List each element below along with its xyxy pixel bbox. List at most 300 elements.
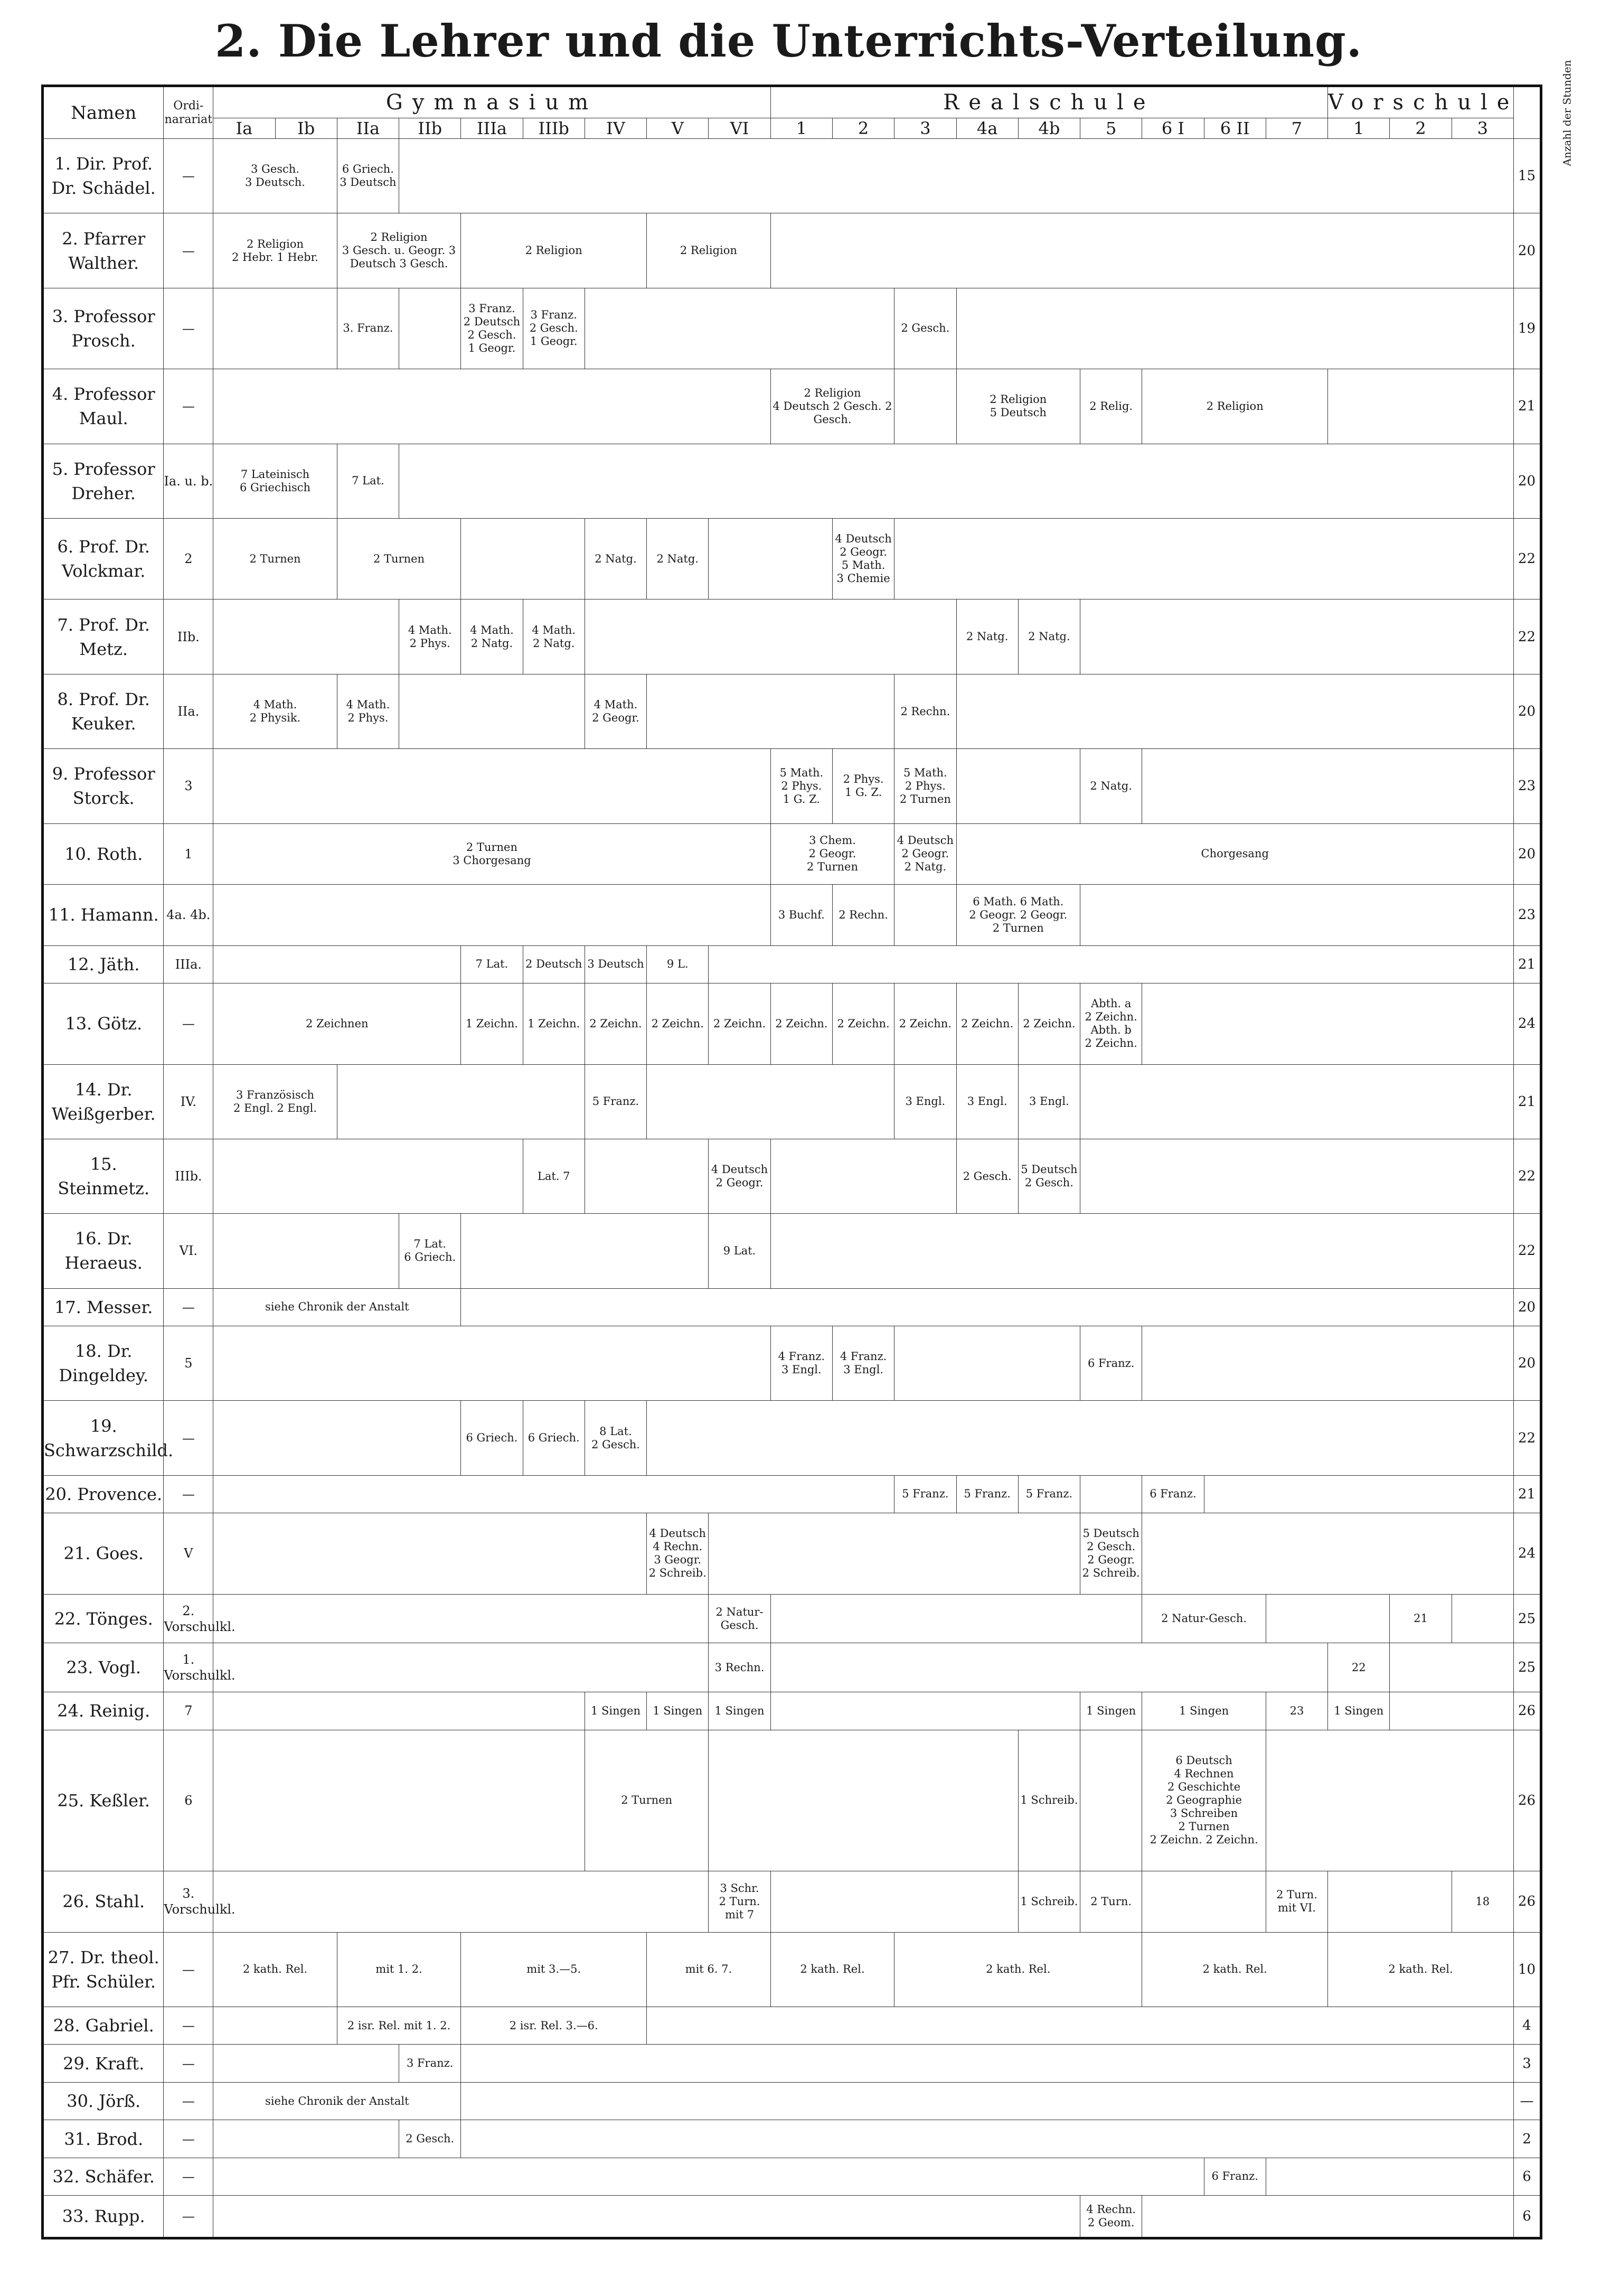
lesson-cell: 5 Deutsch 2 Gesch. 2 Geogr. 2 Schreib. [1080, 1513, 1142, 1595]
teacher-ordinariat: — [164, 983, 213, 1065]
teacher-name: 22. Tönges. [43, 1594, 164, 1643]
lesson-cell [1080, 1730, 1142, 1871]
teacher-ordinariat: 6 [164, 1730, 213, 1871]
teacher-name: 6. Prof. Dr. Volckmar. [43, 518, 164, 599]
lesson-cell: 6 Franz. [1080, 1326, 1142, 1401]
teacher-hours-sum: 4 [1513, 2007, 1541, 2045]
teacher-name: 11. Hamann. [43, 885, 164, 946]
lesson-cell [213, 1326, 770, 1401]
teacher-name: 25. Keßler. [43, 1730, 164, 1871]
lesson-cell: 2 Zeichn. [956, 983, 1018, 1065]
lesson-cell [770, 1594, 1142, 1643]
lesson-cell: 3 Franz. [399, 2045, 461, 2082]
lesson-cell [1204, 1475, 1513, 1513]
lesson-cell [213, 885, 770, 946]
teacher-name: 9. Professor Storck. [43, 749, 164, 823]
header-class-1: Ia [213, 118, 275, 139]
lesson-cell: 1 Zeichn. [461, 983, 523, 1065]
teacher-name: 18. Dr. Dingeldey. [43, 1326, 164, 1401]
header-class-11: 2 [832, 118, 894, 139]
lesson-cell [461, 518, 585, 599]
teacher-ordinariat: V [164, 1513, 213, 1595]
header-class-8: V [647, 118, 709, 139]
lesson-cell [647, 1064, 894, 1139]
lesson-cell [585, 599, 956, 674]
lesson-cell: 6 Deutsch 4 Rechnen 2 Geschichte 2 Geographie 3 Schreiben 2 Turnen 2 Zeichn. 2 Zeichn. [1142, 1730, 1266, 1871]
lesson-cell: 5 Franz. [956, 1475, 1018, 1513]
header-class-15: 5 [1080, 118, 1142, 139]
table-row [43, 1692, 1541, 1730]
teacher-hours-sum: 15 [1513, 139, 1541, 213]
lesson-cell: 6 Griech. [523, 1401, 585, 1475]
table-row [43, 945, 1541, 983]
lesson-cell: siehe Chronik der Anstalt [213, 2082, 461, 2120]
lesson-cell [1452, 1594, 1513, 1643]
teacher-ordinariat: — [164, 288, 213, 369]
teacher-schedule-table [41, 60, 1574, 2239]
lesson-cell: 7 Lat. [461, 945, 523, 983]
lesson-cell: 3 Engl. [1018, 1064, 1080, 1139]
lesson-cell [213, 2045, 399, 2082]
teacher-hours-sum: 20 [1513, 674, 1541, 748]
lesson-cell: 1 Schreib. [1018, 1871, 1080, 1933]
table-row [43, 1594, 1541, 1643]
lesson-cell: 2 kath. Rel. [894, 1932, 1142, 2007]
teacher-ordinariat: — [164, 213, 213, 288]
teacher-name: 10. Roth. [43, 823, 164, 885]
lesson-cell: 3 Französisch 2 Engl. 2 Engl. [213, 1064, 337, 1139]
lesson-cell: 1 Singen [1328, 1692, 1390, 1730]
teacher-hours-sum: 26 [1513, 1730, 1541, 1871]
lesson-cell: 1 Schreib. [1018, 1730, 1080, 1871]
lesson-cell: 2 isr. Rel. mit 1. 2. [337, 2007, 461, 2045]
lesson-cell: 2 Religion [647, 213, 771, 288]
lesson-cell: 4 Math. 2 Phys. [399, 599, 461, 674]
lesson-cell [213, 2196, 1080, 2238]
lesson-cell: 23 [1266, 1692, 1327, 1730]
lesson-cell [461, 2045, 1514, 2082]
table-row [43, 1475, 1541, 1513]
lesson-cell: 2 Religion [1142, 369, 1328, 444]
lesson-cell [1142, 1513, 1514, 1595]
teacher-ordinariat: — [164, 1932, 213, 2007]
lesson-cell: Chorgesang [956, 823, 1513, 885]
lesson-cell [213, 1475, 894, 1513]
lesson-cell [1142, 1326, 1514, 1401]
lesson-cell [461, 1214, 709, 1288]
lesson-cell [399, 139, 1514, 213]
header-class-10: 1 [770, 118, 832, 139]
lesson-cell: 2 Gesch. [894, 288, 956, 369]
lesson-cell [585, 288, 894, 369]
teacher-hours-sum: 20 [1513, 823, 1541, 885]
teacher-ordinariat: — [164, 2045, 213, 2082]
lesson-cell: 2 Phys. 1 G. Z. [832, 749, 894, 823]
teacher-name: 27. Dr. theol. Pfr. Schüler. [43, 1932, 164, 2007]
lesson-cell [770, 1139, 956, 1213]
lesson-cell [213, 1401, 461, 1475]
teacher-name: 19. Schwarzschild. [43, 1401, 164, 1475]
table-row [43, 288, 1541, 369]
lesson-cell: 2 Gesch. [956, 1139, 1018, 1213]
lesson-cell [1266, 2158, 1513, 2195]
teacher-ordinariat: IIb. [164, 599, 213, 674]
lesson-cell [213, 2007, 337, 2045]
lesson-cell [894, 885, 956, 946]
teacher-hours-sum: 6 [1513, 2158, 1541, 2195]
lesson-cell [647, 674, 894, 748]
lesson-cell: 3 Rechn. [709, 1643, 770, 1692]
lesson-cell: 2 Zeichn. [1018, 983, 1080, 1065]
lesson-cell: 2 Turnen [213, 518, 337, 599]
table-row [43, 983, 1541, 1065]
teacher-name: 13. Götz. [43, 983, 164, 1065]
table-row [43, 885, 1541, 946]
header-group-vorschule: Vorschule [1328, 86, 1514, 118]
teacher-name: 33. Rupp. [43, 2196, 164, 2238]
lesson-cell: 6 Franz. [1142, 1475, 1204, 1513]
teacher-ordinariat: — [164, 2158, 213, 2195]
lesson-cell: 3 Engl. [956, 1064, 1018, 1139]
lesson-cell: Lat. 7 [523, 1139, 585, 1213]
teacher-ordinariat: 2. Vorschulkl. [164, 1594, 213, 1643]
teacher-ordinariat: — [164, 2120, 213, 2158]
teacher-name: 28. Gabriel. [43, 2007, 164, 2045]
lesson-cell: 9 L. [647, 945, 709, 983]
lesson-cell: 3 Gesch. 3 Deutsch. [213, 139, 337, 213]
teacher-name: 17. Messer. [43, 1288, 164, 1326]
teacher-hours-sum: 22 [1513, 599, 1541, 674]
lesson-cell: 2 Natg. [647, 518, 709, 599]
lesson-cell: 1 Singen [647, 1692, 709, 1730]
lesson-cell: mit 6. 7. [647, 1932, 771, 2007]
teacher-name: 15. Steinmetz. [43, 1139, 164, 1213]
lesson-cell: 2 Zeichn. [832, 983, 894, 1065]
teacher-name: 2. Pfarrer Walther. [43, 213, 164, 288]
lesson-cell [461, 1288, 1514, 1326]
lesson-cell: 3 Franz. 2 Gesch. 1 Geogr. [523, 288, 585, 369]
table-row [43, 1643, 1541, 1692]
teacher-ordinariat: — [164, 2196, 213, 2238]
lesson-cell: 2 Natur-Gesch. [709, 1594, 770, 1643]
lesson-cell: 4 Deutsch 2 Geogr. 2 Natg. [894, 823, 956, 885]
lesson-cell: 4 Math. 2 Geogr. [585, 674, 646, 748]
lesson-cell [770, 1871, 1018, 1933]
lesson-cell [213, 749, 770, 823]
table-header [43, 60, 1574, 166]
lesson-cell: 2 Rechn. [832, 885, 894, 946]
teacher-hours-sum: 20 [1513, 1288, 1541, 1326]
lesson-cell [894, 1326, 1080, 1401]
teacher-ordinariat: 1 [164, 823, 213, 885]
header-names: Namen [43, 86, 164, 139]
header-class-3: IIa [337, 118, 399, 139]
lesson-cell [1142, 2196, 1514, 2238]
lesson-cell: 6 Franz. [1204, 2158, 1266, 2195]
teacher-hours-sum: 21 [1513, 1475, 1541, 1513]
lesson-cell: 2 Deutsch [523, 945, 585, 983]
table-row [43, 2158, 1541, 2195]
lesson-cell: 2 isr. Rel. 3.—6. [461, 2007, 647, 2045]
teacher-name: 8. Prof. Dr. Keuker. [43, 674, 164, 748]
lesson-cell: 6 Math. 6 Math. 2 Geogr. 2 Geogr. 2 Turnen [956, 885, 1080, 946]
lesson-cell: 2 Rechn. [894, 674, 956, 748]
teacher-hours-sum: 22 [1513, 518, 1541, 599]
lesson-cell: 2 Natg. [585, 518, 646, 599]
lesson-cell [770, 1692, 1080, 1730]
lesson-cell [213, 2158, 1204, 2195]
teacher-ordinariat: 2 [164, 518, 213, 599]
lesson-cell: 2 Religion 2 Hebr. 1 Hebr. [213, 213, 337, 288]
lesson-cell: 4 Rechn. 2 Geom. [1080, 2196, 1142, 2238]
lesson-cell [956, 288, 1513, 369]
teacher-ordinariat: — [164, 1475, 213, 1513]
lesson-cell: 3 Buchf. [770, 885, 832, 946]
teacher-ordinariat: 7 [164, 1692, 213, 1730]
lesson-cell [1142, 983, 1514, 1065]
table-row [43, 823, 1541, 885]
lesson-cell: 1 Singen [1080, 1692, 1142, 1730]
table-row [43, 749, 1541, 823]
lesson-cell: 4 Deutsch 2 Geogr. 5 Math. 3 Chemie [832, 518, 894, 599]
header-class-2: Ib [275, 118, 337, 139]
table-row [43, 2120, 1541, 2158]
header-class-5: IIIa [461, 118, 523, 139]
lesson-cell: 2 Zeichn. [647, 983, 709, 1065]
lesson-cell: 5 Franz. [1018, 1475, 1080, 1513]
lesson-cell: 1 Singen [709, 1692, 770, 1730]
lesson-cell: 2 Natg. [1018, 599, 1080, 674]
lesson-cell [399, 288, 461, 369]
teacher-name: 12. Jäth. [43, 945, 164, 983]
header-class-21: 3 [1452, 118, 1513, 139]
lesson-cell [213, 369, 770, 444]
lesson-cell: 7 Lat. 6 Griech. [399, 1214, 461, 1288]
lesson-cell [1142, 749, 1514, 823]
teacher-ordinariat: 3. Vorschulkl. [164, 1871, 213, 1933]
lesson-cell: 5 Deutsch 2 Gesch. [1018, 1139, 1080, 1213]
lesson-cell: 4 Math. 2 Natg. [461, 599, 523, 674]
lesson-cell: 5 Franz. [585, 1064, 646, 1139]
lesson-cell: 2 Natg. [956, 599, 1018, 674]
lesson-cell [213, 1871, 709, 1933]
lesson-cell: 2 Turnen [337, 518, 461, 599]
header-class-6: IIIb [523, 118, 585, 139]
teacher-name: 23. Vogl. [43, 1643, 164, 1692]
teacher-ordinariat: 5 [164, 1326, 213, 1401]
table-row [43, 1730, 1541, 1871]
lesson-cell [213, 1692, 585, 1730]
teacher-name: 3. Professor Prosch. [43, 288, 164, 369]
lesson-cell: 5 Math. 2 Phys. 1 G. Z. [770, 749, 832, 823]
teacher-hours-sum: 21 [1513, 945, 1541, 983]
lesson-cell [894, 518, 1514, 599]
lesson-cell: 2 Zeichn. [709, 983, 770, 1065]
table-row [43, 1326, 1541, 1401]
lesson-cell [1080, 1475, 1142, 1513]
teacher-name: 20. Provence. [43, 1475, 164, 1513]
teacher-ordinariat: — [164, 2007, 213, 2045]
teacher-hours-sum: 20 [1513, 1326, 1541, 1401]
header-ordinariat: Ordi-narariat [164, 86, 213, 139]
lesson-cell [1328, 1871, 1452, 1933]
teacher-name: 32. Schäfer. [43, 2158, 164, 2195]
lesson-cell [399, 444, 1514, 518]
table-row [43, 1401, 1541, 1475]
lesson-cell [213, 1214, 399, 1288]
table-row [43, 1932, 1541, 2007]
teacher-ordinariat: 4a. 4b. [164, 885, 213, 946]
table-row [43, 674, 1541, 748]
lesson-cell [709, 1513, 1080, 1595]
table-row [43, 1513, 1541, 1595]
lesson-cell [956, 749, 1080, 823]
lesson-cell: 9 Lat. [709, 1214, 770, 1288]
teacher-ordinariat: IIIa. [164, 945, 213, 983]
teacher-ordinariat: — [164, 139, 213, 213]
teacher-name: 26. Stahl. [43, 1871, 164, 1933]
lesson-cell: 2 Turnen [585, 1730, 709, 1871]
lesson-cell [709, 518, 833, 599]
teacher-name: 30. Jörß. [43, 2082, 164, 2120]
lesson-cell: 4 Franz. 3 Engl. [832, 1326, 894, 1401]
lesson-cell: 7 Lateinisch 6 Griechisch [213, 444, 337, 518]
header-group-gymnasium: Gymnasium [213, 86, 770, 118]
teacher-hours-sum: 20 [1513, 213, 1541, 288]
lesson-cell [213, 2120, 399, 2158]
teacher-hours-sum: 24 [1513, 983, 1541, 1065]
header-class-19: 1 [1328, 118, 1390, 139]
lesson-cell [213, 1594, 709, 1643]
teacher-name: 24. Reinig. [43, 1692, 164, 1730]
teacher-name: 14. Dr. Weißgerber. [43, 1064, 164, 1139]
teacher-name: 29. Kraft. [43, 2045, 164, 2082]
table-row [43, 2007, 1541, 2045]
lesson-cell: 2 Turn. [1080, 1871, 1142, 1933]
lesson-cell [461, 2120, 1514, 2158]
lesson-cell [461, 2082, 1514, 2120]
table-row [43, 518, 1541, 599]
lesson-cell [337, 1064, 585, 1139]
teacher-hours-sum: 20 [1513, 444, 1541, 518]
lesson-cell: 4 Deutsch 4 Rechn. 3 Geogr. 2 Schreib. [647, 1513, 709, 1595]
lesson-cell [770, 213, 1513, 288]
table-body [43, 139, 1541, 2238]
teacher-hours-sum: 22 [1513, 1139, 1541, 1213]
lesson-cell: 2 Religion [461, 213, 647, 288]
lesson-cell: 5 Franz. [894, 1475, 956, 1513]
lesson-cell: 3 Franz. 2 Deutsch 2 Gesch. 1 Geogr. [461, 288, 523, 369]
teacher-name: 21. Goes. [43, 1513, 164, 1595]
table-row [43, 1064, 1541, 1139]
lesson-cell: 3 Chem. 2 Geogr. 2 Turnen [770, 823, 894, 885]
teacher-name: 1. Dir. Prof. Dr. Schädel. [43, 139, 164, 213]
teacher-hours-sum: 25 [1513, 1594, 1541, 1643]
teacher-hours-sum: 21 [1513, 369, 1541, 444]
lesson-cell [1266, 1594, 1390, 1643]
lesson-cell: 3 Engl. [894, 1064, 956, 1139]
page-title: 2. Die Lehrer und die Unterrichts-Verteilung. [214, 15, 1362, 67]
teacher-ordinariat: — [164, 2082, 213, 2120]
lesson-cell [213, 945, 461, 983]
header-class-13: 4a [956, 118, 1018, 139]
teacher-ordinariat: VI. [164, 1214, 213, 1288]
teacher-hours-sum: 6 [1513, 2196, 1541, 2238]
table-row [43, 2082, 1541, 2120]
teacher-ordinariat: IV. [164, 1064, 213, 1139]
lesson-cell: 4 Math. 2 Phys. [337, 674, 399, 748]
teacher-hours-sum: 2 [1513, 2120, 1541, 2158]
teacher-name: 4. Professor Maul. [43, 369, 164, 444]
teacher-hours-sum: 3 [1513, 2045, 1541, 2082]
lesson-cell [647, 2007, 1514, 2045]
header-class-20: 2 [1390, 118, 1452, 139]
teacher-hours-sum: — [1513, 2082, 1541, 2120]
lesson-cell: 8 Lat. 2 Gesch. [585, 1401, 646, 1475]
teacher-name: 7. Prof. Dr. Metz. [43, 599, 164, 674]
lesson-cell [647, 1401, 1514, 1475]
lesson-cell: 2 Zeichn. [585, 983, 646, 1065]
lesson-cell: 1 Singen [585, 1692, 646, 1730]
lesson-cell [585, 1139, 709, 1213]
teacher-hours-sum: 10 [1513, 1932, 1541, 2007]
table-row [43, 2045, 1541, 2082]
lesson-cell: 4 Math. 2 Physik. [213, 674, 337, 748]
table-row [43, 2196, 1541, 2238]
lesson-cell: siehe Chronik der Anstalt [213, 1288, 461, 1326]
lesson-cell [1142, 1871, 1266, 1933]
header-class-4: IIb [399, 118, 461, 139]
header-class-14: 4b [1018, 118, 1080, 139]
header-hours-sum-label: Anzahl der Stunden [1560, 60, 1574, 166]
table-row [43, 1214, 1541, 1288]
teacher-ordinariat: Ia. u. b. [164, 444, 213, 518]
teacher-hours-sum: 22 [1513, 1401, 1541, 1475]
lesson-cell: 2 kath. Rel. [1142, 1932, 1328, 2007]
lesson-cell [1266, 1730, 1513, 1871]
teacher-hours-sum: 24 [1513, 1513, 1541, 1595]
lesson-cell: Abth. a 2 Zeichn. Abth. b 2 Zeichn. [1080, 983, 1142, 1065]
header-class-17: 6 II [1204, 118, 1266, 139]
lesson-cell: 22 [1328, 1643, 1390, 1692]
lesson-cell: mit 3.—5. [461, 1932, 647, 2007]
table-row [43, 139, 1541, 213]
lesson-cell [213, 1139, 523, 1213]
teacher-ordinariat: — [164, 1288, 213, 1326]
lesson-cell: 4 Deutsch 2 Geogr. [709, 1139, 770, 1213]
lesson-cell: 21 [1390, 1594, 1452, 1643]
lesson-cell [213, 1513, 647, 1595]
teacher-hours-sum: 23 [1513, 749, 1541, 823]
lesson-cell [709, 1730, 1018, 1871]
teacher-ordinariat: — [164, 1401, 213, 1475]
lesson-cell: 6 Griech. 3 Deutsch [337, 139, 399, 213]
teacher-hours-sum: 21 [1513, 1064, 1541, 1139]
header-class-9: VI [709, 118, 770, 139]
lesson-cell: 7 Lat. [337, 444, 399, 518]
header-class-16: 6 I [1142, 118, 1204, 139]
header-class-18: 7 [1266, 118, 1327, 139]
lesson-cell [213, 288, 337, 369]
header-class-7: IV [585, 118, 646, 139]
lesson-cell: 2 Gesch. [399, 2120, 461, 2158]
lesson-cell: 18 [1452, 1871, 1513, 1933]
teacher-hours-sum: 23 [1513, 885, 1541, 946]
lesson-cell: 5 Math. 2 Phys. 2 Turnen [894, 749, 956, 823]
table-row [43, 599, 1541, 674]
lesson-cell: 2 Zeichnen [213, 983, 461, 1065]
lesson-cell: 2 Religion 4 Deutsch 2 Gesch. 2 Gesch. [770, 369, 894, 444]
